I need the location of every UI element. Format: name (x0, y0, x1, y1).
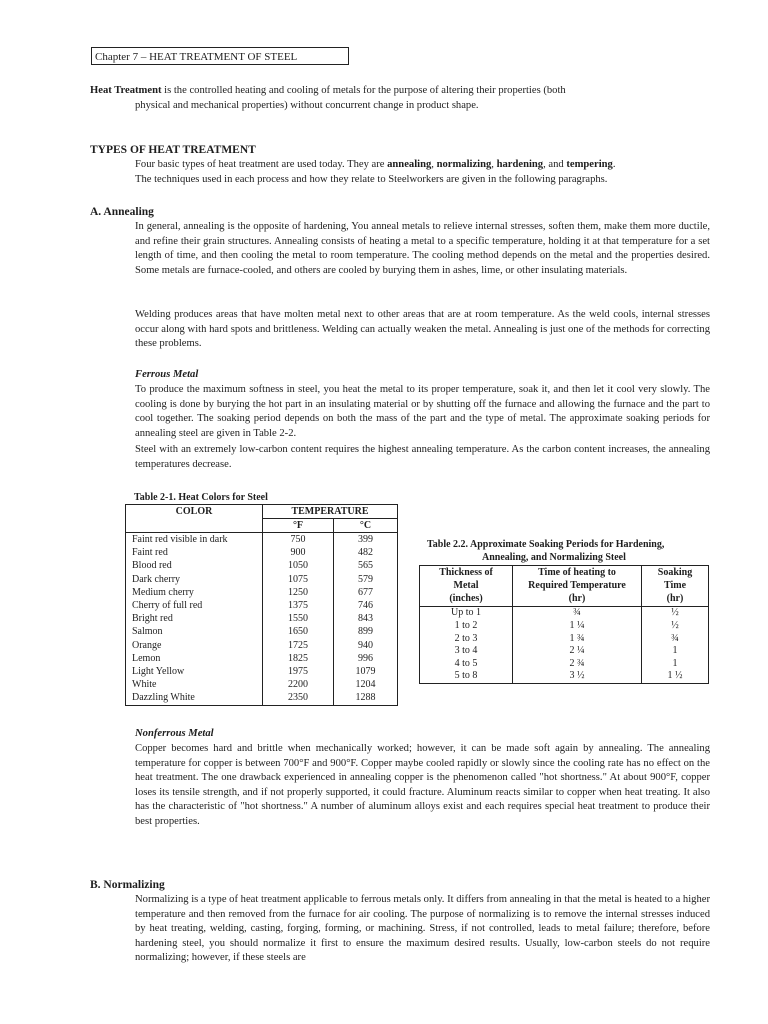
table2-h2-l3: (hr) (568, 592, 586, 604)
table2-body (420, 607, 709, 684)
table1-f-cell: 2200 (263, 678, 334, 691)
ferrous-heading: Ferrous Metal (135, 369, 199, 380)
intro-paragraph (90, 84, 680, 113)
table1-color-cell: Salmon (126, 625, 263, 638)
table-row (126, 573, 398, 586)
table-row (420, 607, 709, 620)
table2-soaking-cell: ¾ (642, 633, 709, 646)
table1-c-cell: 565 (358, 560, 373, 572)
table2-heating-cell: 2 ¼ (513, 645, 642, 658)
table1-f-cell: 1725 (263, 639, 334, 652)
table2-soaking-cell: 1 ½ (642, 670, 709, 683)
table-row (420, 633, 709, 646)
table1-color-cell: Cherry of full red (126, 599, 263, 612)
table2-h3-l2: Time (663, 579, 687, 591)
table1-color-cell: Bright red (126, 612, 263, 625)
table2-caption-line2: Annealing, and Normalizing Steel (482, 552, 626, 563)
table1-c-cell: 1288 (355, 692, 376, 704)
table2-h1-l3: (inches) (449, 592, 483, 604)
table1-f-cell: 2350 (263, 691, 334, 705)
table2-header-heating (513, 566, 642, 607)
table1-f-cell: 1075 (263, 573, 334, 586)
table-row (126, 691, 398, 705)
normalizing-heading: B. Normalizing (90, 879, 165, 891)
table2-heating-cell: 1 ¾ (513, 633, 642, 646)
annealing-paragraph-2: Welding produces areas that have molten metal next to other areas that are at room temperature. As the weld cools, internal stresses occur along with hard spots and brittleness. Welding can actually weaken the metal. Annealing is just one of the methods for correcting these problems. (135, 309, 710, 349)
table2-thickness-cell: 3 to 4 (420, 645, 513, 658)
table-row (126, 665, 398, 678)
table1-f-cell: 1050 (263, 559, 334, 572)
table1-color-cell: Faint red (126, 546, 263, 559)
table1-c-cell: 940 (358, 639, 373, 651)
table1-c-cell: 746 (358, 600, 373, 612)
table1-f-cell: 1650 (263, 625, 334, 638)
table-row (420, 658, 709, 671)
table2-h3-l1: Soaking (657, 567, 693, 578)
table2-heating-cell: 3 ½ (513, 670, 642, 683)
nonferrous-heading: Nonferrous Metal (135, 728, 214, 739)
table2-h1-l1: Thickness of (439, 567, 493, 578)
table1-header-c: °C (334, 519, 398, 533)
table1-c-cell: 1079 (355, 666, 376, 678)
table-row (420, 670, 709, 683)
table1-color-cell: White (126, 678, 263, 691)
types-normalizing: normalizing (436, 159, 492, 170)
table1-color-cell: Light Yellow (126, 665, 263, 678)
table1-f-cell: 900 (263, 546, 334, 559)
table1-f-cell: 1975 (263, 665, 334, 678)
table2-soaking-cell: 1 (642, 645, 709, 658)
table2-thickness-cell: 1 to 2 (420, 620, 513, 633)
types-paragraph (135, 158, 710, 187)
table2-heating-cell: 2 ¾ (513, 658, 642, 671)
table1-c-cell: 843 (358, 613, 373, 625)
table1-f-cell: 1375 (263, 599, 334, 612)
table1-header-f: °F (263, 519, 334, 533)
table2-h1-l2: Metal (453, 579, 479, 591)
table1-c-cell: 482 (358, 547, 373, 559)
table1-color-cell: Medium cherry (126, 586, 263, 599)
types-tempering: tempering (566, 159, 613, 170)
table-row (126, 612, 398, 625)
table1-color-cell: Orange (126, 639, 263, 652)
table-row (126, 625, 398, 638)
table2-header-thickness (420, 566, 513, 607)
table-row (420, 620, 709, 633)
nonferrous-paragraph: Copper becomes hard and brittle when mechanically worked; however, it can be made soft again by annealing. The annealing temperature for copper is between 700°F and 900°F. Copper maybe cooled rapidly or slowly since the cooling rate has no effect on the heat treatment. The one drawback experienced in annealing copper is the phenomenon called "hot shortness." At about 900°F, copper loses its tensile strength, and if not properly supported, it could fracture. Aluminum reacts similar to copper when heat treating. It also has the characteristic of "hot shortness." A number of aluminum alloys exist and each requires special heat treatment to produce their best properties. (135, 743, 710, 827)
table-row (126, 533, 398, 547)
types-heading: TYPES OF HEAT TREATMENT (90, 144, 256, 156)
table2-thickness-cell: 2 to 3 (420, 633, 513, 646)
intro-term: Heat Treatment (90, 85, 162, 96)
table2-thickness-cell: 4 to 5 (420, 658, 513, 671)
table1-f-cell: 1550 (263, 612, 334, 625)
types-text-1: Four basic types of heat treatment are used today. They are (135, 159, 388, 170)
table1-header-color: COLOR (126, 505, 263, 533)
table1-f-cell: 1250 (263, 586, 334, 599)
table2-caption-line1: Table 2.2. Approximate Soaking Periods for Hardening, (427, 539, 665, 550)
table2-thickness-cell: Up to 1 (420, 607, 513, 620)
types-hardening: hardening (496, 159, 544, 170)
types-sep-3: , and (543, 159, 567, 170)
table1-color-cell: Faint red visible in dark (126, 533, 263, 547)
table1-c-cell: 1204 (355, 679, 376, 691)
table1-header-temperature: TEMPERATURE (263, 505, 398, 519)
table-row (126, 652, 398, 665)
table1-caption: Table 2-1. Heat Colors for Steel (134, 492, 268, 503)
ferrous-paragraph-2: Steel with an extremely low-carbon content requires the highest annealing temperature. As the carbon content increases, the annealing temperatures decrease. (135, 444, 710, 470)
normalizing-paragraph: Normalizing is a type of heat treatment applicable to ferrous metals only. It differs from annealing in that the metal is heated to a higher temperature and then removed from the furnace for air cooling. The purpose of normalizing is to remove the internal stresses induced by heat treating, welding, casting, forging, forming, or machining. Stress, if not controlled, leads to metal failure; therefore, before hardening steel, you should normalize it first to ensure the maximum desired results. Usually, low-carbon steels do not require normalizing; however, if these steels are (135, 894, 710, 963)
types-text-2: The techniques used in each process and how they relate to Steelworkers are given in the following paragraphs. (135, 173, 608, 185)
table1-f-cell: 750 (263, 533, 334, 547)
table-row (126, 678, 398, 691)
table2-soaking-cell: ½ (642, 620, 709, 633)
table2-soaking-cell: 1 (642, 658, 709, 671)
table1-color-cell: Dazzling White (126, 691, 263, 705)
chapter-title: Chapter 7 – HEAT TREATMENT OF STEEL (91, 47, 349, 65)
table2-heating-cell: ¾ (513, 607, 642, 620)
annealing-heading: A. Annealing (90, 206, 154, 218)
intro-line1: is the controlled heating and cooling of metals for the purpose of altering their properties (both (161, 85, 566, 96)
table2-thickness-cell: 5 to 8 (420, 670, 513, 683)
table1-c-cell: 579 (358, 573, 373, 585)
table-row (126, 559, 398, 572)
table1-body (126, 533, 398, 706)
table-row (126, 599, 398, 612)
table2-h3-l3: (hr) (666, 592, 684, 604)
table2-h2-l2: Required Temperature (528, 579, 626, 591)
table1-color-cell: Dark cherry (126, 573, 263, 586)
types-annealing: annealing (387, 159, 432, 170)
table-row (126, 546, 398, 559)
heat-colors-table (125, 504, 398, 706)
table1-c-cell: 399 (358, 534, 373, 545)
intro-line2: physical and mechanical properties) without concurrent change in product shape. (135, 99, 479, 111)
types-sep-2: , (491, 159, 497, 170)
ferrous-paragraph-1: To produce the maximum softness in steel, you heat the metal to its proper temperature, soak it, and then let it cool very slowly. The cooling is done by burying the hot part in an insulating material or by shutting off the furnace and allowing the furnace and the part to cool together. The soaking period depends on both the mass of the part and the type of metal. The approximate soaking periods for annealing steel are given in Table 2-2. (135, 384, 710, 439)
table2-header-soaking (642, 566, 709, 607)
table2-h2-l1: Time of heating to (538, 567, 616, 578)
soaking-periods-table (419, 565, 709, 684)
table1-c-cell: 996 (358, 652, 373, 664)
types-sep-4: . (612, 159, 616, 170)
table-row (126, 586, 398, 599)
table1-color-cell: Blood red (126, 559, 263, 572)
annealing-paragraph-1: In general, annealing is the opposite of hardening, You anneal metals to relieve internal stresses, soften them, make them more ductile, and refine their grain structures. Annealing consists of heating a metal to a specific temperature, holding it at that temperature for a set length of time, and then cooling the metal to room temperature. The cooling method depends on the metal and the properties desired. Some metals are furnace-cooled, and others are cooled by burying them in ashes, lime, or other insulating materials. (135, 221, 710, 276)
table-row (126, 639, 398, 652)
table1-c-cell: 677 (358, 586, 373, 598)
table2-caption (427, 538, 717, 564)
table1-color-cell: Lemon (126, 652, 263, 665)
table-row (420, 645, 709, 658)
types-sep-1: , (431, 159, 437, 170)
table2-soaking-cell: ½ (642, 607, 709, 620)
table1-f-cell: 1825 (263, 652, 334, 665)
table1-c-cell: 899 (358, 626, 373, 638)
table2-heating-cell: 1 ¼ (513, 620, 642, 633)
